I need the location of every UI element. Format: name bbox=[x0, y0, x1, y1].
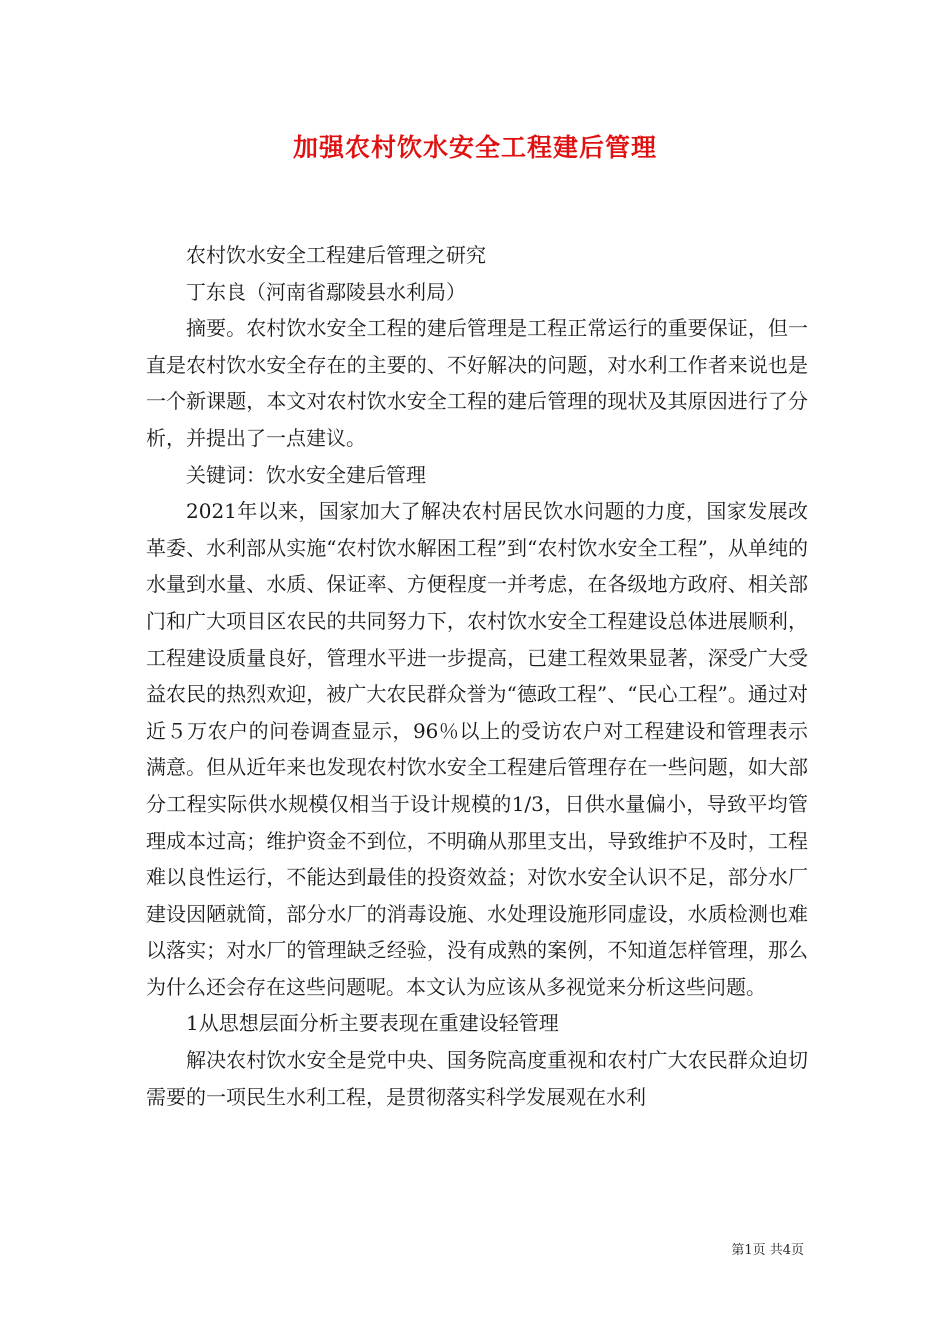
paper-subtitle: 农村饮水安全工程建后管理之研究 bbox=[186, 243, 486, 267]
author-line: 丁东良（河南省鄢陵县水利局） bbox=[186, 279, 466, 304]
body-paragraph: 解决农村饮水安全是党中央、国务院高度重视和农村广大农民群众迫切需要的一项民生水利工程，是贯彻落实科学发展观在水利 bbox=[146, 1048, 808, 1109]
document-title: 加强农村饮水安全工程建后管理 bbox=[292, 133, 657, 162]
body-paragraph: 2021年以来，国家加大了解决农村居民饮水问题的力度，国家发展改革委、水利部从实施“农村饮水解困工程”到“农村饮水安全工程”，从单纯的水量到水量、水质、保证率、方便程度一并考虑，在各级地方政府、相关部门和广大项目区农民的共同努力下，农村饮水安全工程建设总体进展顺利，工程建设质量良好，管理水平进一步提高，已建工程效果显著，深受广大受益农民的热烈欢迎，被广大农民群众誉为“德政工程”、“民心工程”。通过对近５万农户的问卷调查显示，96％以上的受访农户对工程建设和管理表示满意。但从近年来也发现农村饮水安全工程建后管理存在一些问题，如大部分工程实际供水规模仅相当于设计规模的1/3，日供水量偏小，导致平均管理成本过高；维护资金不到位，不明确从那里支出，导致维护不及时，工程难以良性运行，不能达到最佳的投资效益；对饮水安全认识不足，部分水厂建设因陋就简，部分水厂的消毒设施、水处理设施形同虚设，水质检测也难以落实；对水厂的管理缺乏经验，没有成熟的案例，不知道怎样管理，那么为什么还会存在这些问题呢。本文认为应该从多视觉来分析这些问题。 bbox=[146, 499, 808, 999]
keywords-line: 关键词：饮水安全建后管理 bbox=[186, 462, 426, 487]
abstract-paragraph: 摘要。农村饮水安全工程的建后管理是工程正常运行的重要保证，但一直是农村饮水安全存在的主要的、不好解决的问题，对水利工作者来说也是一个新课题，本文对农村饮水安全工程的建后管理的现状及其原因进行了分析，并提出了一点建议。 bbox=[146, 316, 808, 450]
section-heading: 1从思想层面分析主要表现在重建设轻管理 bbox=[186, 1011, 559, 1036]
document-body bbox=[146, 237, 808, 1115]
page-number: 第1页 共4页 bbox=[731, 1243, 804, 1258]
